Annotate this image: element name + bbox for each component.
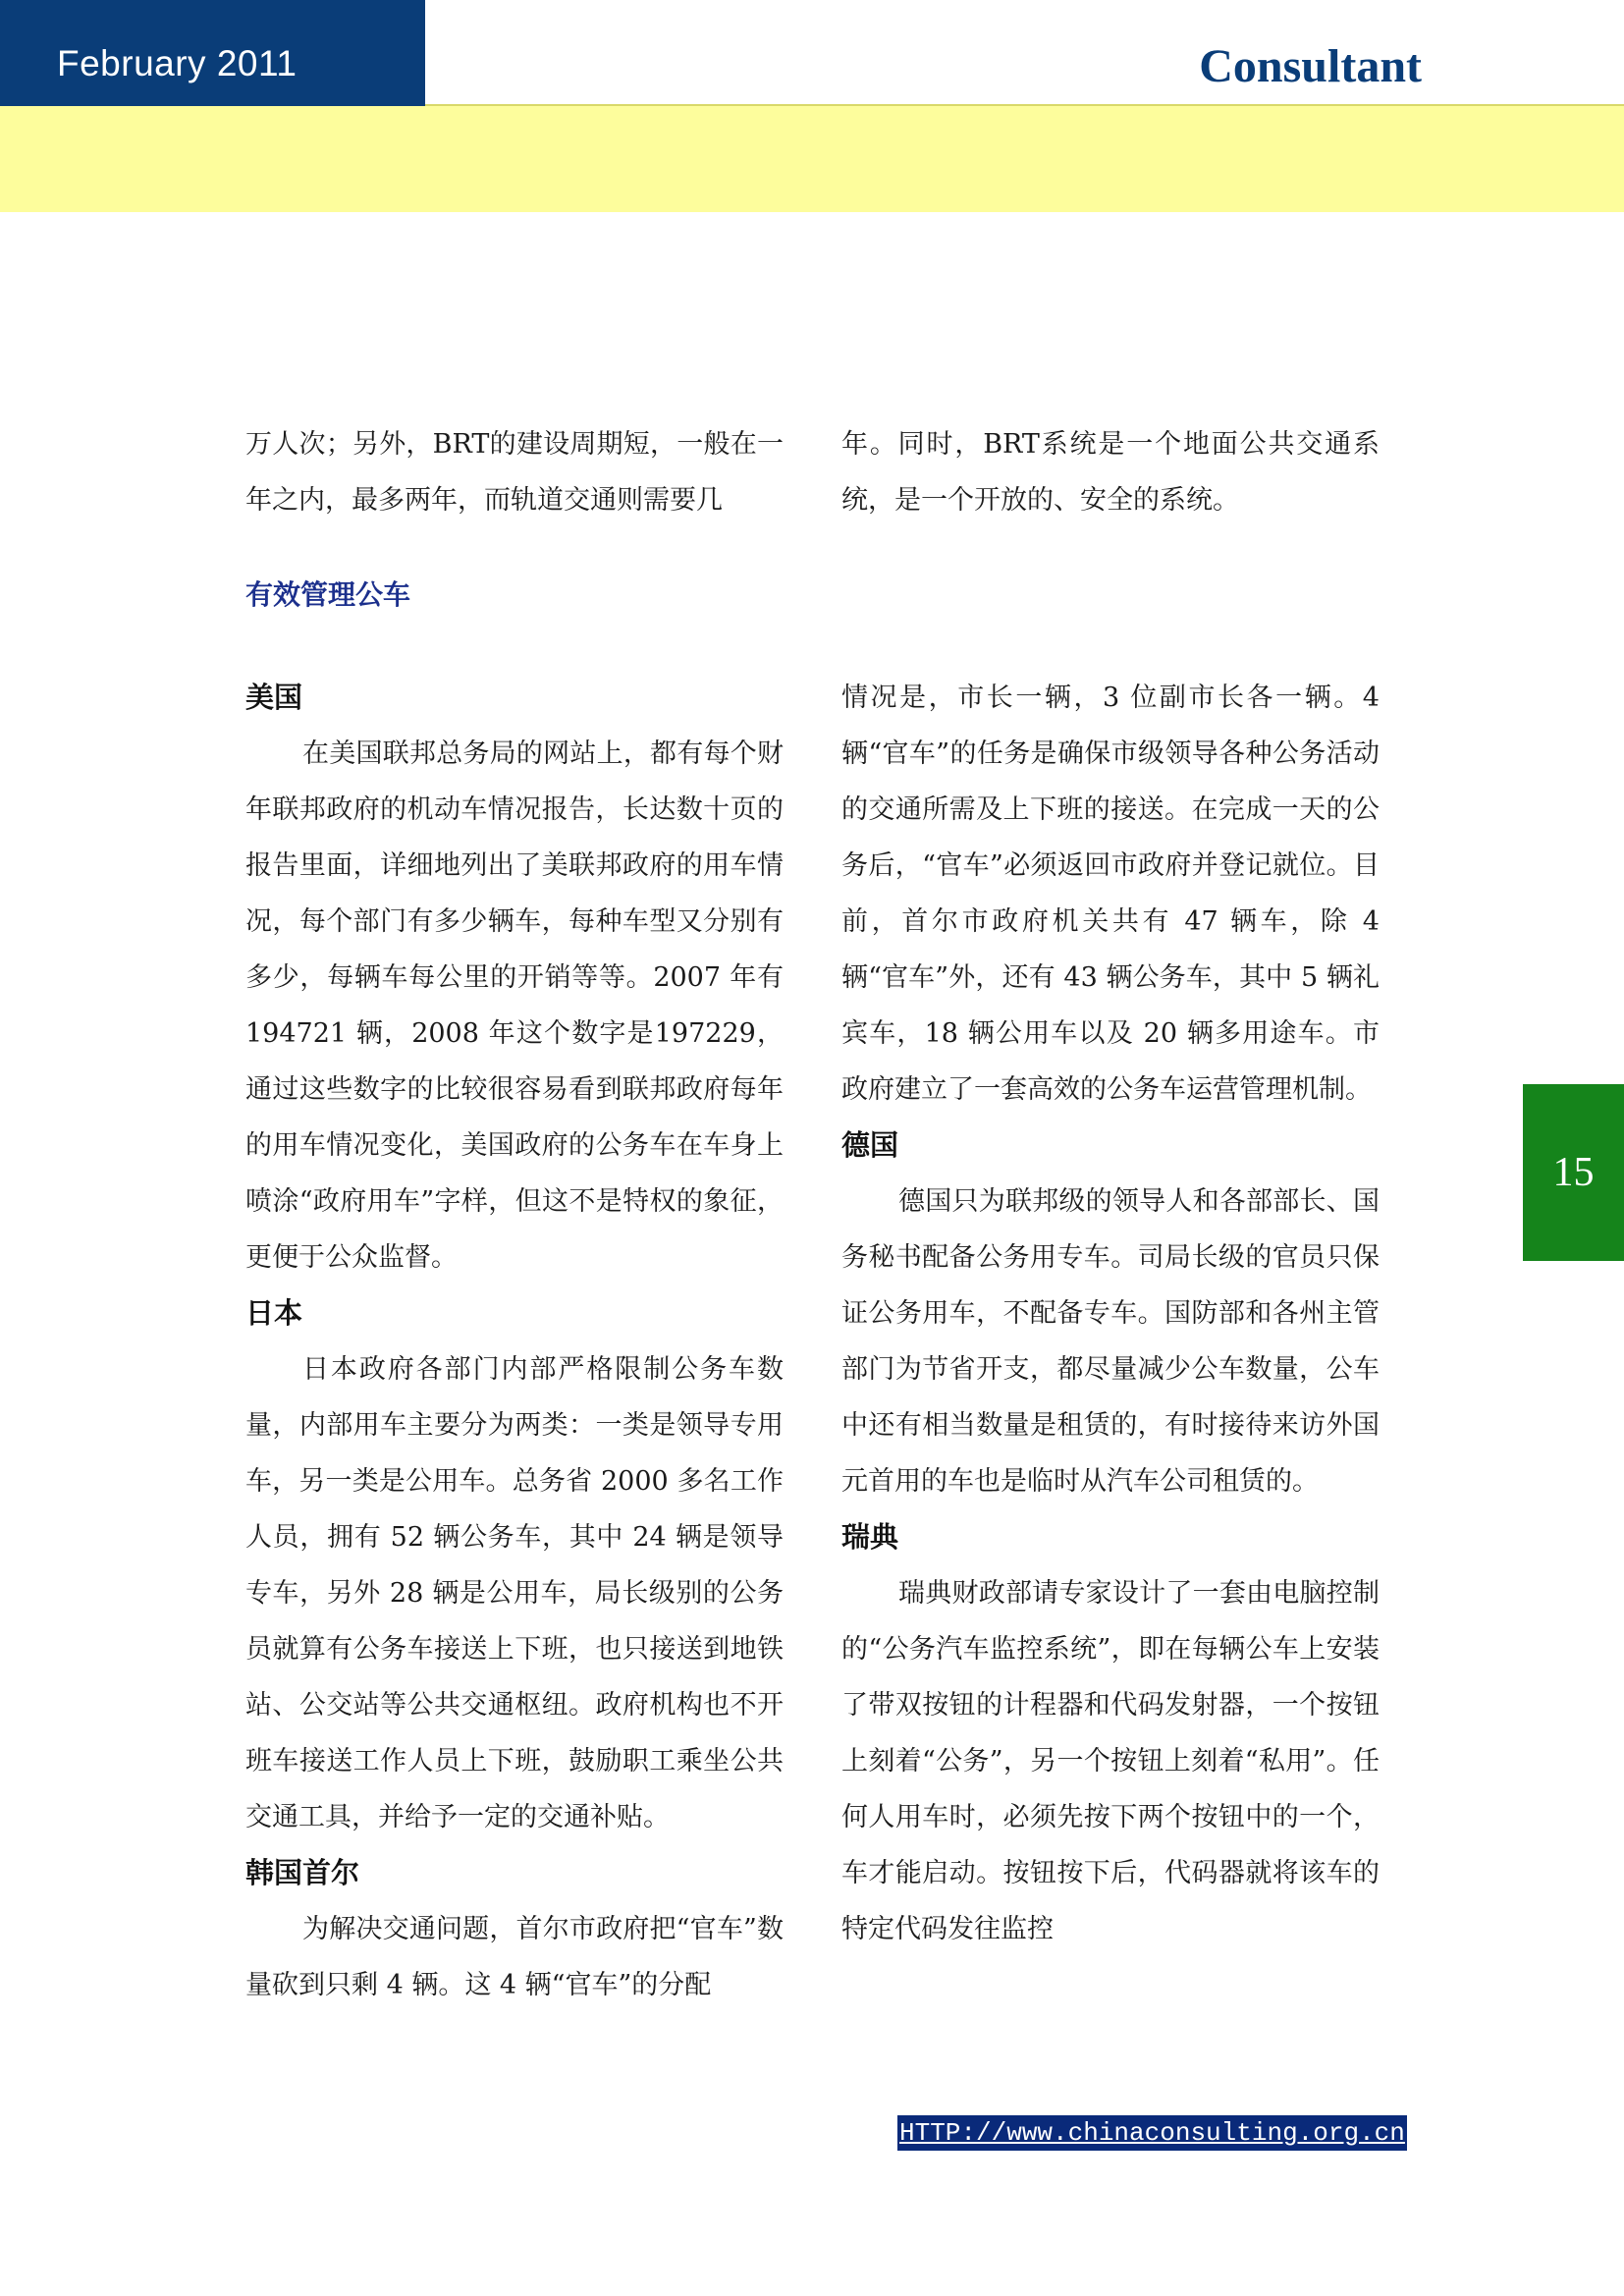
- heading-japan: 日本: [245, 1296, 303, 1330]
- heading-korea: 韩国首尔: [245, 1856, 360, 1889]
- paragraph-sweden: 瑞典财政部请专家设计了一套由电脑控制的“公务汽车监控系统”，即在每辆公车上安装了带双按钮的计程器和代码发射器，一个按钮上刻着“公务”，另一个按钮上刻着“私用”。任何人用车时，必须先按下两个按钮中的一个，车才能启动。按钮按下后，代码器就将该车的特定代码发往监控: [841, 1578, 1380, 1944]
- heading-germany: 德国: [841, 1128, 899, 1162]
- footer-url-link[interactable]: HTTP://www.chinaconsulting.org.cn: [897, 2115, 1407, 2151]
- heading-usa: 美国: [245, 681, 303, 714]
- intro-right: [841, 416, 1380, 528]
- right-column: [841, 670, 1380, 1957]
- intro-left-text: 万人次；另外，BRT的建设周期短，一般在一年之内，最多两年，而轨道交通则需要几: [245, 429, 784, 516]
- paragraph-usa: 在美国联邦总务局的网站上，都有每个财年联邦政府的机动车情况报告，长达数十页的报告里面，详细地列出了美联邦政府的用车情况，每个部门有多少辆车，每种车型又分别有多少，每辆车每公里的开销等等。2007 年有 194721 辆，2008 年这个数字是197229，通过这些数字的比较很容易看到联邦政府每年的用车情况变化，美国政府的公务车在车身上喷涂“政府用车”字样，但这不是特权的象征，更便于公众监督。: [245, 738, 784, 1273]
- paragraph-korea-continued: 情况是，市长一辆，3 位副市长各一辆。4 辆“官车”的任务是确保市级领导各种公务活动的交通所需及上下班的接送。在完成一天的公务后，“官车”必须返回市政府并登记就位。目前，首尔市政府机关共有 47 辆车，除 4 辆“官车”外，还有 43 辆公务车，其中 5 辆礼宾车，18 辆公用车以及 20 辆多用途车。市政府建立了一套高效的公务车运营管理机制。: [841, 683, 1380, 1105]
- paragraph-germany: 德国只为联邦级的领导人和各部部长、国务秘书配备公务用专车。司局长级的官员只保证公务用车，不配备专车。国防部和各州主管部门为节省开支，都尽量减少公车数量，公车中还有相当数量是租赁的，有时接待来访外国元首用的车也是临时从汽车公司租赁的。: [841, 1186, 1380, 1497]
- header-yellow-band: [0, 106, 1624, 212]
- section-title: 有效管理公车: [245, 578, 411, 611]
- intro-left: [245, 416, 784, 528]
- header-date: February 2011: [57, 43, 298, 83]
- page-number: 15: [1552, 1150, 1595, 1195]
- paragraph-japan: 日本政府各部门内部严格限制公务车数量，内部用车主要分为两类：一类是领导专用车，另一类是公用车。总务省 2000 多名工作人员，拥有 52 辆公务车，其中 24 辆是领导专车，另外 28 辆是公用车，局长级别的公务员就算有公务车接送上下班，也只接送到地铁站、公交站等公共交通枢纽。政府机构也不开班车接送工作人员上下班，鼓励职工乘坐公共交通工具，并给予一定的交通补贴。: [245, 1354, 784, 1832]
- page-number-tab: [1523, 1084, 1624, 1261]
- paragraph-korea: 为解决交通问题，首尔市政府把“官车”数量砍到只剩 4 辆。这 4 辆“官车”的分配: [245, 1914, 784, 2000]
- intro-right-text: 年。同时，BRT系统是一个地面公共交通系统，是一个开放的、安全的系统。: [841, 429, 1380, 516]
- heading-sweden: 瑞典: [841, 1520, 899, 1554]
- header-date-box: [0, 0, 425, 106]
- left-column: [245, 670, 784, 2013]
- header-brand: Consultant: [1199, 40, 1422, 92]
